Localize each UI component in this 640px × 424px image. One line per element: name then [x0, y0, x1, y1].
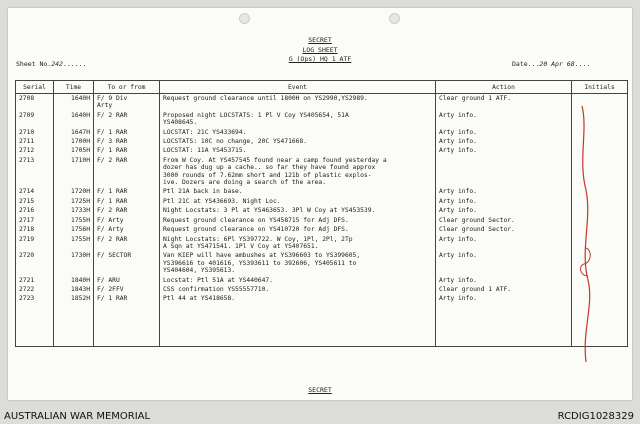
log-entry-row — [16, 294, 628, 303]
to-from-cell — [94, 128, 160, 137]
to-from-cell — [94, 276, 160, 285]
serial-cell: 2721 — [16, 276, 54, 285]
to-from-cell — [94, 187, 160, 196]
to-from-line: F/ 2 RAR — [97, 111, 128, 119]
to-from-cell — [94, 94, 160, 111]
to-from-line: F/ 1 RAR — [97, 188, 128, 196]
log-entry-row — [16, 206, 628, 215]
time-cell: 1840H — [54, 276, 94, 285]
event-line: YS408645. — [163, 119, 198, 127]
time-cell: 1725H — [54, 197, 94, 206]
sheet-number-label: Sheet No. — [16, 60, 52, 68]
action-cell — [436, 156, 572, 188]
time-cell: 1755H — [54, 235, 94, 252]
event-cell — [160, 276, 436, 285]
event-cell — [160, 156, 436, 188]
action-line: Arty info. — [439, 276, 477, 284]
event-cell — [160, 146, 436, 155]
event-cell — [160, 225, 436, 234]
archive-reference: RCDIG1028329 — [557, 411, 634, 422]
to-from-cell — [94, 146, 160, 155]
document-title: LOG SHEET — [302, 46, 338, 54]
action-cell — [436, 294, 572, 303]
action-line: Arty info. — [439, 295, 477, 303]
empty-cell — [94, 304, 160, 347]
action-cell — [436, 285, 572, 294]
column-header-event: Event — [160, 81, 436, 94]
serial-cell: 2716 — [16, 206, 54, 215]
log-entry-row — [16, 94, 628, 111]
event-line: Request ground clearance until 1800H on YS2990,YS2989. — [163, 95, 368, 102]
to-from-line: F/ ARU — [97, 276, 120, 284]
action-line: Clear ground Sector. — [439, 226, 515, 234]
to-from-line: F/ 1 RAR — [97, 197, 128, 205]
to-from-line: F/ 2 RAR — [97, 235, 128, 243]
event-cell — [160, 111, 436, 128]
column-header-action: Action — [436, 81, 572, 94]
to-from-cell — [94, 225, 160, 234]
empty-cell — [436, 304, 572, 347]
event-line: Ptl 21A back in base. — [163, 188, 243, 196]
event-cell — [160, 235, 436, 252]
to-from-line: F/ 2 RAR — [97, 156, 128, 164]
to-from-line: F/ 9 Div — [97, 95, 128, 102]
action-line: Arty info. — [439, 197, 477, 205]
to-from-line: F/ 3 RAR — [97, 138, 128, 146]
to-from-line: Arty — [97, 102, 113, 110]
time-cell: 1710H — [54, 156, 94, 188]
event-line: Night Locstats: 3 Pl at YS463653. 3Pl W Coy at YS453539. — [163, 207, 376, 215]
to-from-cell — [94, 206, 160, 215]
log-entry-row — [16, 187, 628, 196]
action-line: Arty info. — [439, 207, 477, 215]
event-line: YS396616 to 401616, YS393611 to 392606, YS405611 to — [163, 259, 357, 267]
sheet-date: Date...20 Apr 68.... — [512, 60, 591, 68]
log-entry-row — [16, 128, 628, 137]
event-line: LOCSTAT: 11A YS453715. — [163, 147, 247, 155]
time-cell: 1720H — [54, 187, 94, 196]
empty-cell — [16, 304, 54, 347]
empty-row — [16, 304, 628, 347]
event-line: From W Coy. At YS457545 found near a camp found yesterday a — [163, 156, 387, 164]
action-cell — [436, 276, 572, 285]
log-entry-row — [16, 156, 628, 188]
unit-name: G (Ops) HQ 1 ATF — [288, 55, 352, 63]
event-line: CSS confirmation YS55557710. — [163, 285, 270, 293]
log-entry-row — [16, 137, 628, 146]
serial-cell: 2709 — [16, 111, 54, 128]
action-line — [439, 157, 568, 164]
action-cell — [436, 111, 572, 128]
action-cell — [436, 235, 572, 252]
event-line: Ptl 21C at YS436693. Night Loc. — [163, 197, 281, 205]
to-from-line: F/ SECTOR — [97, 252, 132, 260]
event-cell — [160, 216, 436, 225]
serial-cell: 2710 — [16, 128, 54, 137]
to-from-cell — [94, 111, 160, 128]
serial-cell: 2713 — [16, 156, 54, 188]
column-header-to-or-from: To or from — [94, 81, 160, 94]
time-cell: 1700H — [54, 137, 94, 146]
serial-cell: 2711 — [16, 137, 54, 146]
to-from-cell — [94, 235, 160, 252]
event-line: Ptl 44 at YS418658. — [163, 295, 236, 303]
serial-cell: 2719 — [16, 235, 54, 252]
event-cell — [160, 294, 436, 303]
to-from-line: F/ 1 RAR — [97, 295, 128, 303]
action-cell — [436, 197, 572, 206]
to-from-line: F/ 2FFV — [97, 285, 124, 293]
event-cell — [160, 251, 436, 275]
serial-cell: 2712 — [16, 146, 54, 155]
event-cell — [160, 197, 436, 206]
date-label: Date. — [512, 60, 532, 68]
action-line: Arty info. — [439, 188, 477, 196]
event-cell — [160, 206, 436, 215]
sheet-number: Sheet No.242...... — [16, 60, 87, 68]
log-entry-row — [16, 216, 628, 225]
action-line: Arty info. — [439, 111, 477, 119]
column-header-serial: Serial — [16, 81, 54, 94]
to-from-line: F/ Arty — [97, 226, 124, 234]
action-line: Arty info. — [439, 252, 477, 260]
log-body — [16, 94, 628, 347]
punch-hole-right — [389, 13, 400, 24]
to-from-cell — [94, 137, 160, 146]
log-entry-row — [16, 197, 628, 206]
event-line: Locstat: Ptl 51A at YS440647. — [163, 276, 273, 284]
log-entry-row — [16, 235, 628, 252]
table-header-row — [16, 81, 628, 94]
event-line: Request ground clearance on YS458715 for Adj DFS. — [163, 216, 349, 224]
empty-cell — [54, 304, 94, 347]
serial-cell: 2708 — [16, 94, 54, 111]
event-line: LOCSTAT: 21C YS433694. — [163, 128, 247, 136]
event-cell — [160, 94, 436, 111]
action-cell — [436, 251, 572, 275]
log-sheet-page — [8, 8, 632, 400]
serial-cell: 2723 — [16, 294, 54, 303]
time-cell: 1733H — [54, 206, 94, 215]
action-cell — [436, 216, 572, 225]
to-from-line: F/ 1 RAR — [97, 128, 128, 136]
time-cell: 1843H — [54, 285, 94, 294]
secret-marking-top: SECRET — [308, 36, 332, 44]
serial-cell: 2718 — [16, 225, 54, 234]
event-line: LOCSTATS: 10C no change, 20C YS471668. — [163, 138, 308, 146]
action-cell — [436, 128, 572, 137]
log-table — [15, 80, 628, 347]
secret-marking-bottom: SECRET — [308, 386, 332, 394]
event-line: YS404604, YS395613. — [163, 267, 236, 275]
sheet-number-value: 242 — [51, 60, 63, 68]
empty-cell — [160, 304, 436, 347]
action-cell — [436, 187, 572, 196]
action-line: Clear ground 1 ATF. — [439, 285, 512, 293]
punch-hole-left — [239, 13, 250, 24]
to-from-cell — [94, 285, 160, 294]
time-cell: 1755H — [54, 216, 94, 225]
event-line: Request ground clearance on YS410720 for Adj DFS. — [163, 226, 349, 234]
time-cell: 1705H — [54, 146, 94, 155]
event-cell — [160, 187, 436, 196]
to-from-cell — [94, 156, 160, 188]
date-value: 20 Apr 68 — [539, 60, 575, 68]
action-cell — [436, 94, 572, 111]
event-cell — [160, 285, 436, 294]
column-header-initials: Initials — [572, 81, 628, 94]
event-line: Night Locstats: 6Pl YS397722. W Coy, 1Pl, 2Pl, 2Tp — [163, 235, 353, 243]
log-entry-row — [16, 111, 628, 128]
log-entry-row — [16, 251, 628, 275]
action-line: Arty info. — [439, 235, 477, 243]
time-cell: 1730H — [54, 251, 94, 275]
event-line: dozer has dug up a cache.. so far they have found approx — [163, 164, 376, 172]
event-cell — [160, 128, 436, 137]
to-from-line: F/ 1 RAR — [97, 147, 128, 155]
action-line: Arty info. — [439, 147, 477, 155]
to-from-line: F/ 2 RAR — [97, 207, 128, 215]
log-entry-row — [16, 276, 628, 285]
action-line: Clear ground 1 ATF. — [439, 95, 512, 102]
time-cell: 1852H — [54, 294, 94, 303]
serial-cell: 2714 — [16, 187, 54, 196]
event-line: 3000 rounds of 7.62mm short and 121b of plastic explos- — [163, 171, 372, 179]
action-line: Arty info. — [439, 138, 477, 146]
action-line: Arty info. — [439, 128, 477, 136]
time-cell: 1640H — [54, 94, 94, 111]
event-line: ive. Dozers are doing a search of the area. — [163, 179, 327, 187]
to-from-line: F/ Arty — [97, 216, 124, 224]
column-header-time: Time — [54, 81, 94, 94]
to-from-cell — [94, 294, 160, 303]
time-cell: 1647H — [54, 128, 94, 137]
action-cell — [436, 146, 572, 155]
serial-cell: 2715 — [16, 197, 54, 206]
to-from-cell — [94, 251, 160, 275]
log-entry-row — [16, 146, 628, 155]
action-cell — [436, 137, 572, 146]
action-cell — [436, 206, 572, 215]
handwritten-red-mark — [568, 100, 604, 370]
log-entry-row — [16, 225, 628, 234]
to-from-cell — [94, 216, 160, 225]
time-cell: 1756H — [54, 225, 94, 234]
to-from-cell — [94, 197, 160, 206]
log-entry-row — [16, 285, 628, 294]
serial-cell: 2717 — [16, 216, 54, 225]
event-line: Proposed night LOCSTATS: 1 Pl V Coy YS405654, 51A — [163, 111, 349, 119]
action-line: Clear ground Sector. — [439, 216, 515, 224]
archive-credit: AUSTRALIAN WAR MEMORIAL — [4, 411, 151, 422]
event-line: A Sqn at YS471541. 1Pl V Coy at YS407651. — [163, 242, 319, 250]
event-cell — [160, 137, 436, 146]
event-line: Van KIEP will have ambushes at YS396603 to YS399605, — [163, 252, 361, 260]
action-cell — [436, 225, 572, 234]
serial-cell: 2720 — [16, 251, 54, 275]
serial-cell: 2722 — [16, 285, 54, 294]
time-cell: 1640H — [54, 111, 94, 128]
